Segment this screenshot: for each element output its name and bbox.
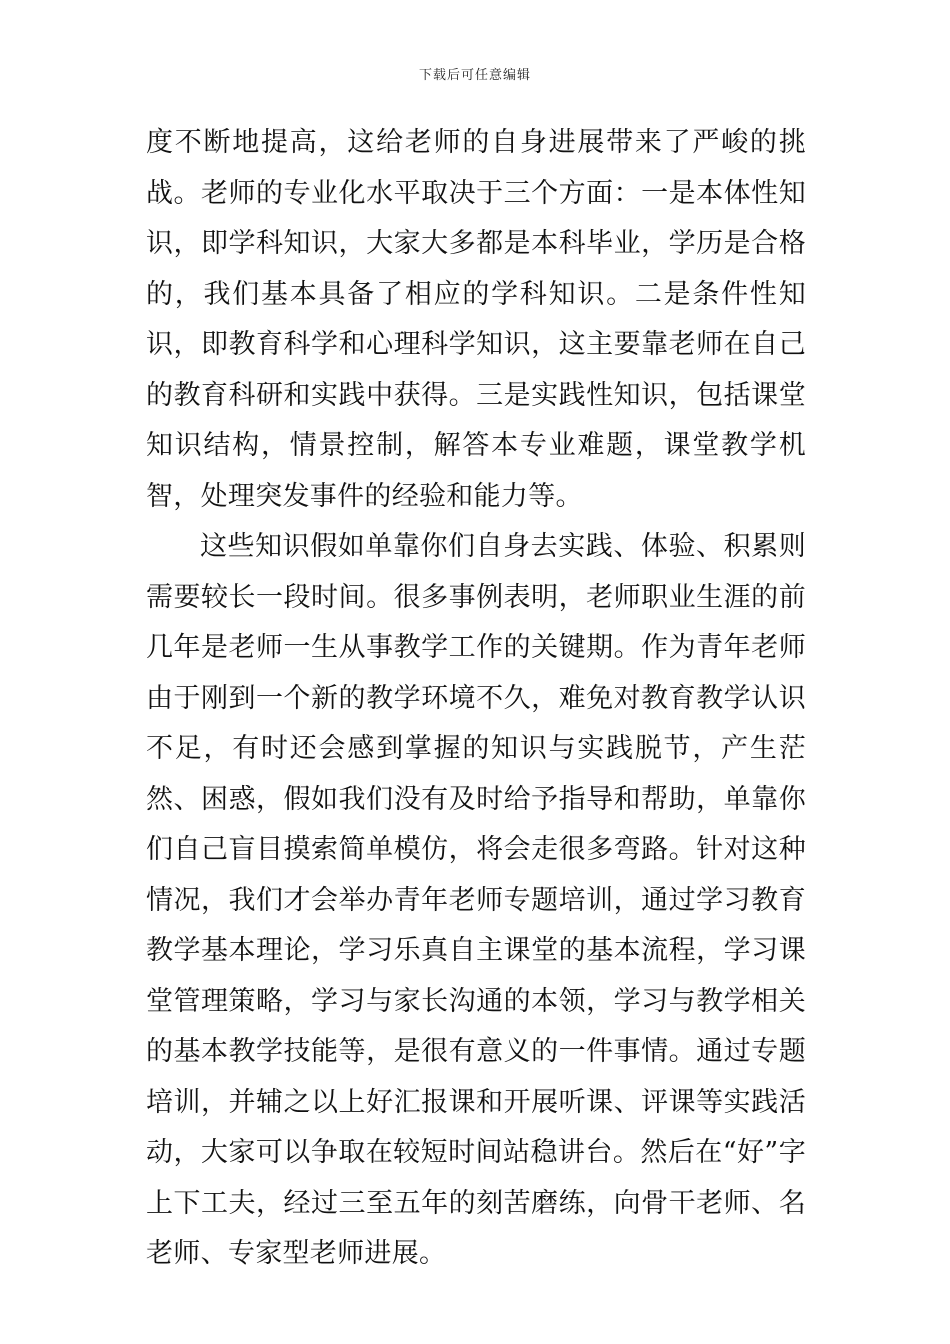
paragraph-2: 这些知识假如单靠你们自身去实践、体验、积累则需要较长一段时间。很多事例表明，老师职业生涯的前几年是老师一生从事教学工作的关键期。作为青年老师由于刚到一个新的教学环境不久，难免对教育教学认识不足，有时还会感到掌握的知识与实践脱节，产生茫然、困惑，假如我们没有及时给予指导和帮助，单靠你们自己盲目摸索简单模仿，将会走很多弯路。针对这种情况，我们才会举办青年老师专题培训，通过学习教育教学基本理论，学习乐真自主课堂的基本流程，学习课堂管理策略，学习与家长沟通的本领，学习与教学相关的基本教学技能等，是很有意义的一件事情。通过专题培训，并辅之以上好汇报课和开展听课、评课等实践活动，大家可以争取在较短时间站稳讲台。然后在“好”字上下工夫，经过三至五年的刻苦磨练，向骨干老师、名老师、专家型老师进展。 xyxy=(146,531,806,1269)
document-body xyxy=(146,118,806,1280)
paragraph-1: 度不断地提高，这给老师的自身进展带来了严峻的挑战。老师的专业化水平取决于三个方面：一是本体性知识，即学科知识，大家大多都是本科毕业，学历是合格的，我们基本具备了相应的学科知识。二是条件性知识，即教育科学和心理科学知识，这主要靠老师在自己的教育科研和实践中获得。三是实践性知识，包括课堂知识结构，情景控制，解答本专业难题，课堂教学机智，处理突发事件的经验和能力等。 xyxy=(146,127,806,512)
page-header: 下载后可任意编辑 xyxy=(418,68,531,83)
